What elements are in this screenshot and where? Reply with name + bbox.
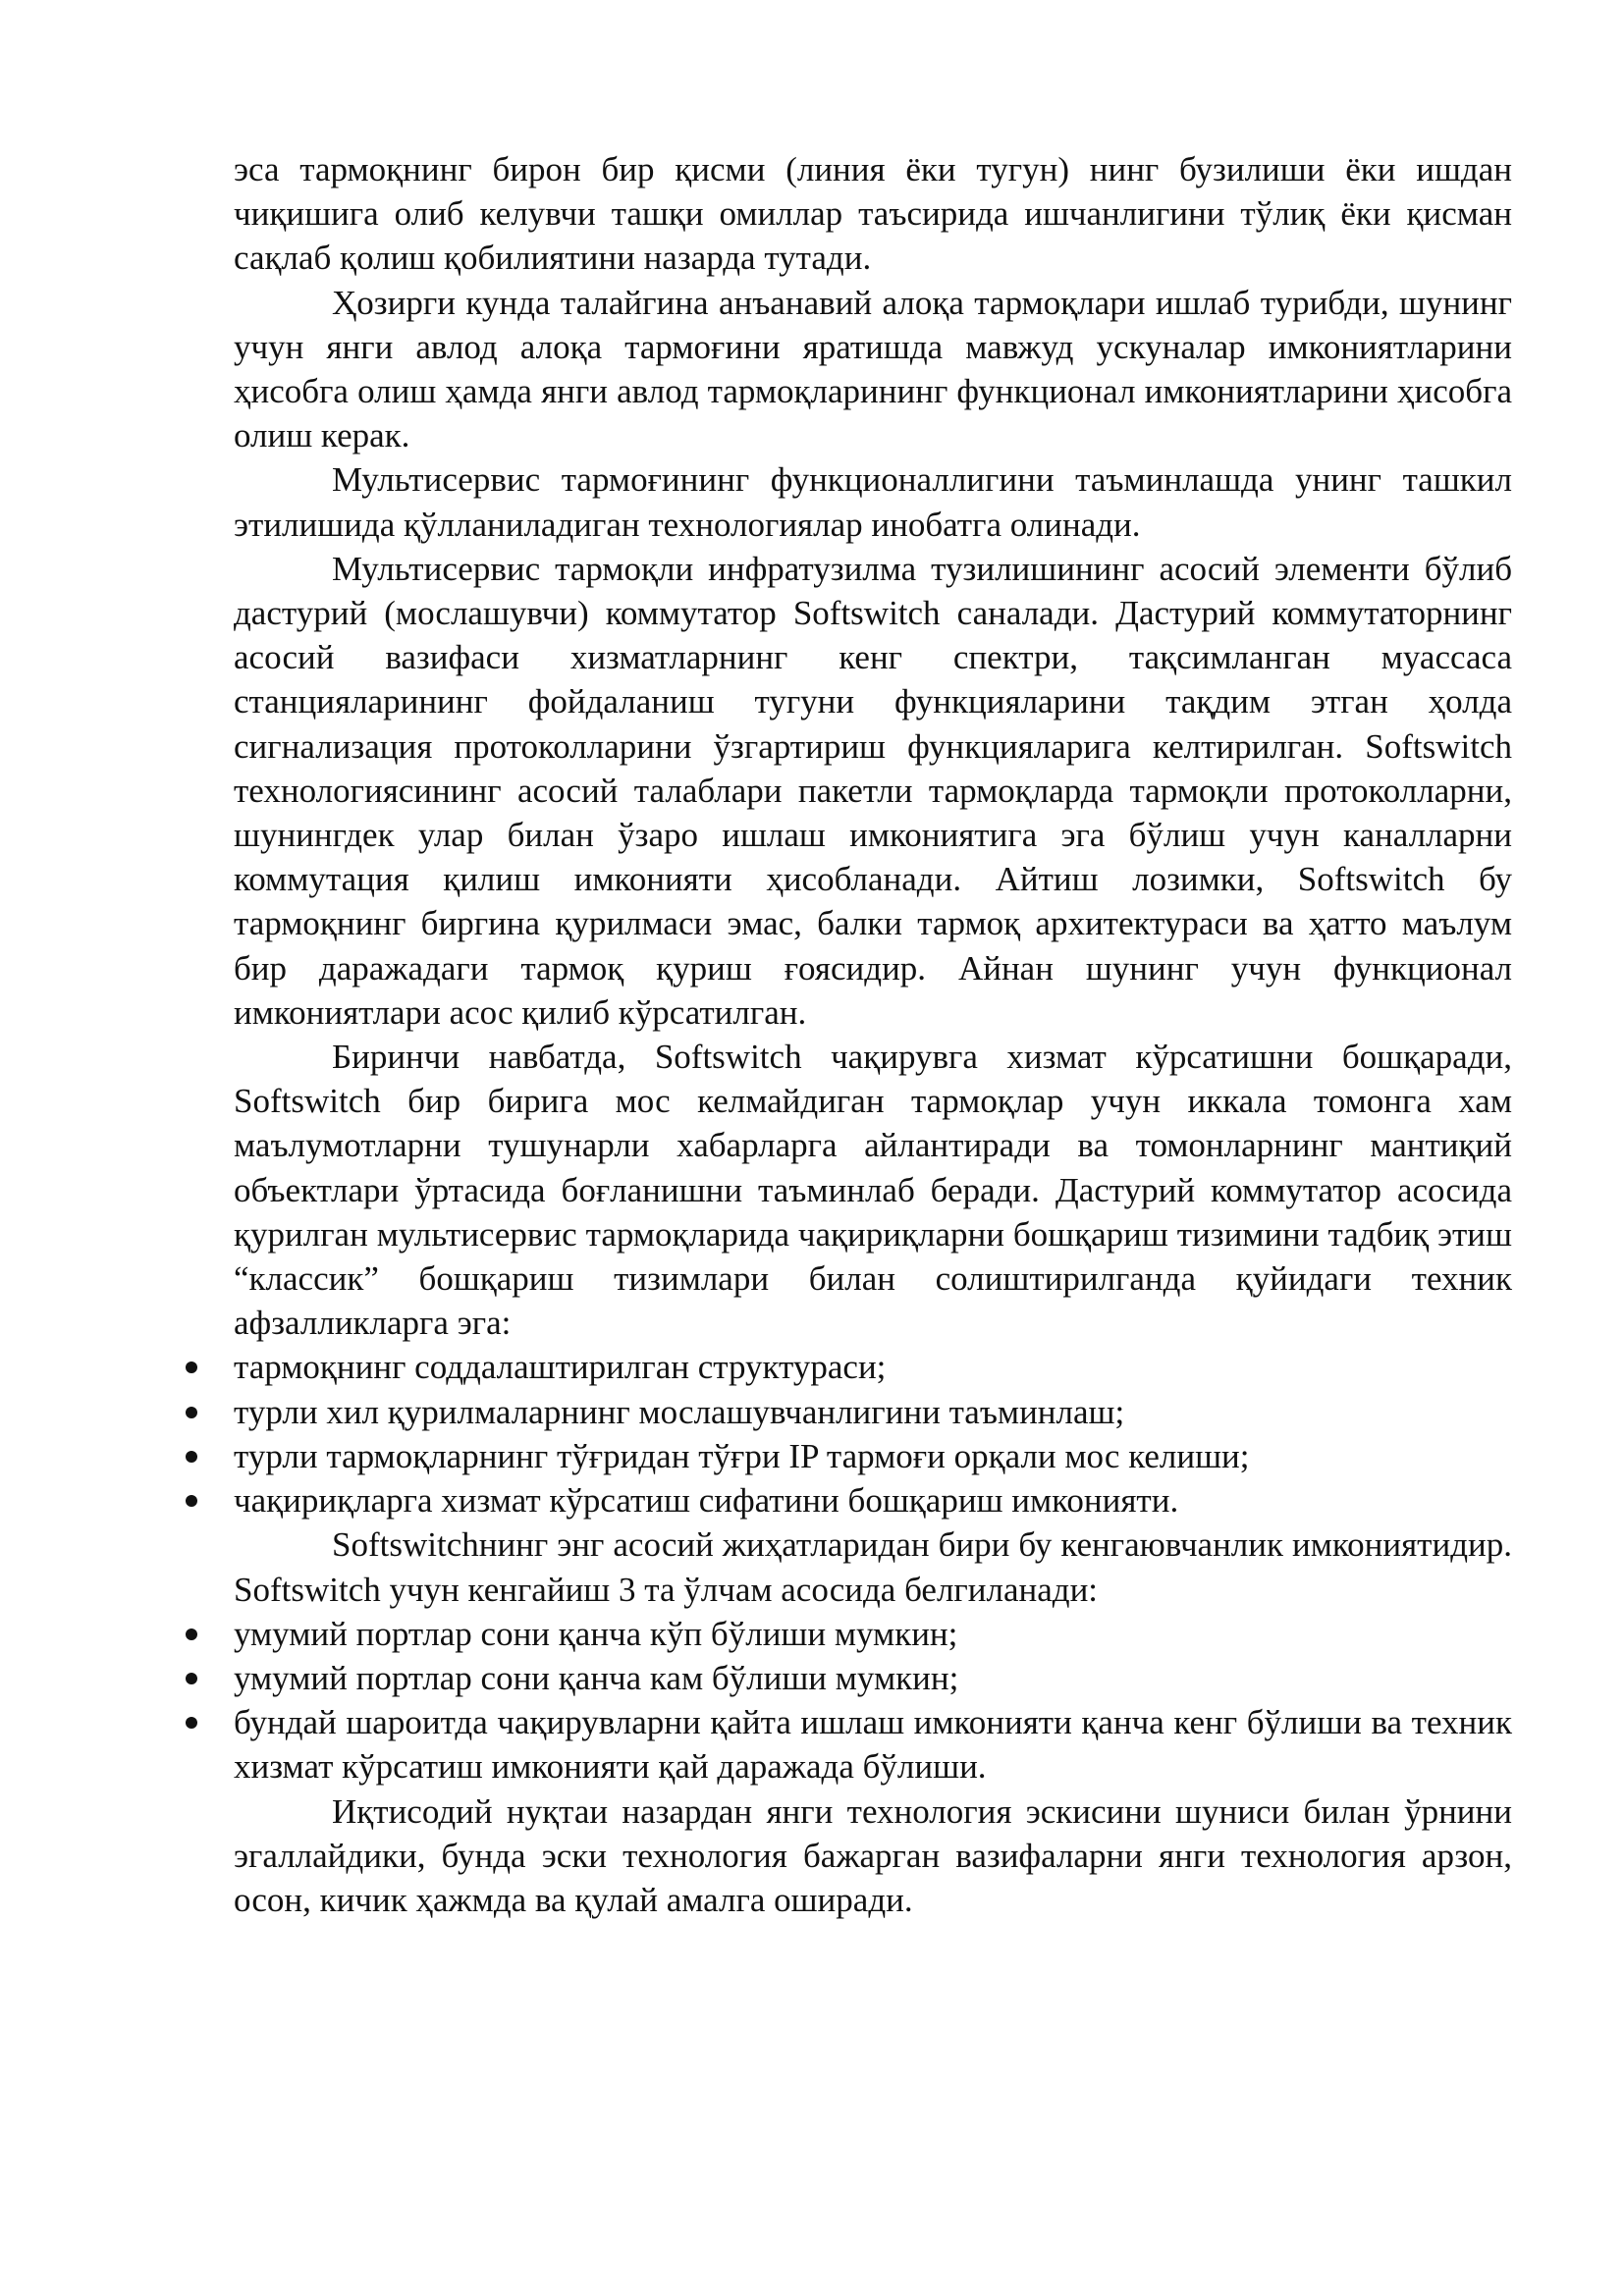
- list-item-text: бундай шароитда чақирувларни қайта ишлаш имконияти қанча кенг бўлиши ва техник хизмат кўрсатиш имконияти қай даражада бўлиши.: [234, 1703, 1512, 1787]
- list-item-text: турли тармоқларнинг тўғридан тўғри IP тармоғи орқали мос келиши;: [234, 1436, 1250, 1475]
- bullet-icon: [186, 1495, 197, 1507]
- bullet-list: [234, 1612, 1512, 1789]
- paragraph: Ҳозирги кунда талайгина анъанавий алоқа тармоқлари ишлаб турибди, шунинг учун янги авлод алоқа тармоғини яратишда мавжуд ускуналар имкониятларини ҳисобга олиш ҳамда янги авлод тармоқларининг функционал имкониятларини ҳисобга олиш керак.: [234, 283, 1512, 455]
- list-item: [234, 1434, 1512, 1478]
- paragraph: Мультисервис тармоғининг функционаллигини таъминлашда унинг ташкил этилишида қўлланиладиган технологиялар инобатга олинади.: [234, 460, 1512, 544]
- list-item-text: турли хил қурилмаларнинг мослашувчанлигини таъминлаш;: [234, 1392, 1125, 1431]
- bullet-list: [234, 1345, 1512, 1522]
- list-item: [234, 1612, 1512, 1656]
- list-item: [234, 1390, 1512, 1434]
- list-item: [234, 1700, 1512, 1789]
- list-item: [234, 1656, 1512, 1700]
- paragraph: Иқтисодий нуқтаи назардан янги технология эскисини шуниси билан ўрнини эгаллайдики, бунда эски технология бажарган вазифаларни янги технология арзон, осон, кичик ҳажмда ва қулай амалга оширади.: [234, 1791, 1512, 1919]
- paragraph: Биринчи навбатда, Softswitch чақирувга хизмат кўрсатишни бошқаради, Softswitch бир бирига мос келмайдиган тармоқлар учун иккала томонга хам маълумотларни тушунарли хабарларга айлантиради ва томонларнинг мантиқий объектлари ўртасида боғланишни таъминлаб беради. Дастурий коммутатор асосида қурилган мультисервис тармоқларида чақириқларни бошқариш тизимини тадбиқ этиш “классик” бошқариш тизимлари билан солиштирилганда қуйидаги техник афзалликларга эга:: [234, 1038, 1512, 1343]
- document-page: [234, 147, 1512, 1922]
- list-item: [234, 1345, 1512, 1389]
- list-item-text: умумий портлар сони қанча кўп бўлиши мумкин;: [234, 1614, 958, 1653]
- bullet-icon: [186, 1362, 197, 1373]
- bullet-icon: [186, 1451, 197, 1463]
- paragraph: эса тармоқнинг бирон бир қисми (линия ёки тугун) нинг бузилиши ёки ишдан чиқишига олиб келувчи ташқи омиллар таъсирида ишчанлигини тўлиқ ёки қисман сақлаб қолиш қобилиятини назарда тутади.: [234, 150, 1512, 278]
- bullet-icon: [186, 1717, 197, 1729]
- paragraph: Softswitchнинг энг асосий жиҳатларидан бири бу кенгаювчанлик имкониятидир. Softswitch учун кенгайиш 3 та ўлчам асосида белгиланади:: [234, 1525, 1512, 1609]
- list-item-text: тармоқнинг соддалаштирилган структураси;: [234, 1348, 887, 1387]
- bullet-icon: [186, 1629, 197, 1640]
- bullet-icon: [186, 1673, 197, 1684]
- list-item-text: умумий портлар сони қанча кам бўлиши мумкин;: [234, 1658, 959, 1697]
- paragraph: Мультисервис тармоқли инфратузилма тузилишининг асосий элементи бўлиб дастурий (мослашувчи) коммутатор Softswitch саналади. Дастурий коммутаторнинг асосий вазифаси хизматларнинг кенг спектри, тақсимланган муассаса станцияларининг фойдаланиш тугуни функцияларини тақдим этган ҳолда сигнализация протоколларини ўзгартириш функцияларига келтирилган. Softswitch технологиясининг асосий талаблари пакетли тармоқларда тармоқли протоколларни, шунингдек улар билан ўзаро ишлаш имкониятига эга бўлиш учун каналларни коммутация қилиш имконияти ҳисобланади. Айтиш лозимки, Softswitch бу тармоқнинг биргина қурилмаси эмас, балки тармоқ архитектураси ва ҳатто маълум бир даражадаги тармоқ қуриш ғоясидир. Айнан шунинг учун функционал имкониятлари асос қилиб кўрсатилган.: [234, 549, 1512, 1032]
- list-item-text: чақириқларга хизмат кўрсатиш сифатини бошқариш имконияти.: [234, 1481, 1179, 1521]
- bullet-icon: [186, 1407, 197, 1418]
- list-item: [234, 1478, 1512, 1522]
